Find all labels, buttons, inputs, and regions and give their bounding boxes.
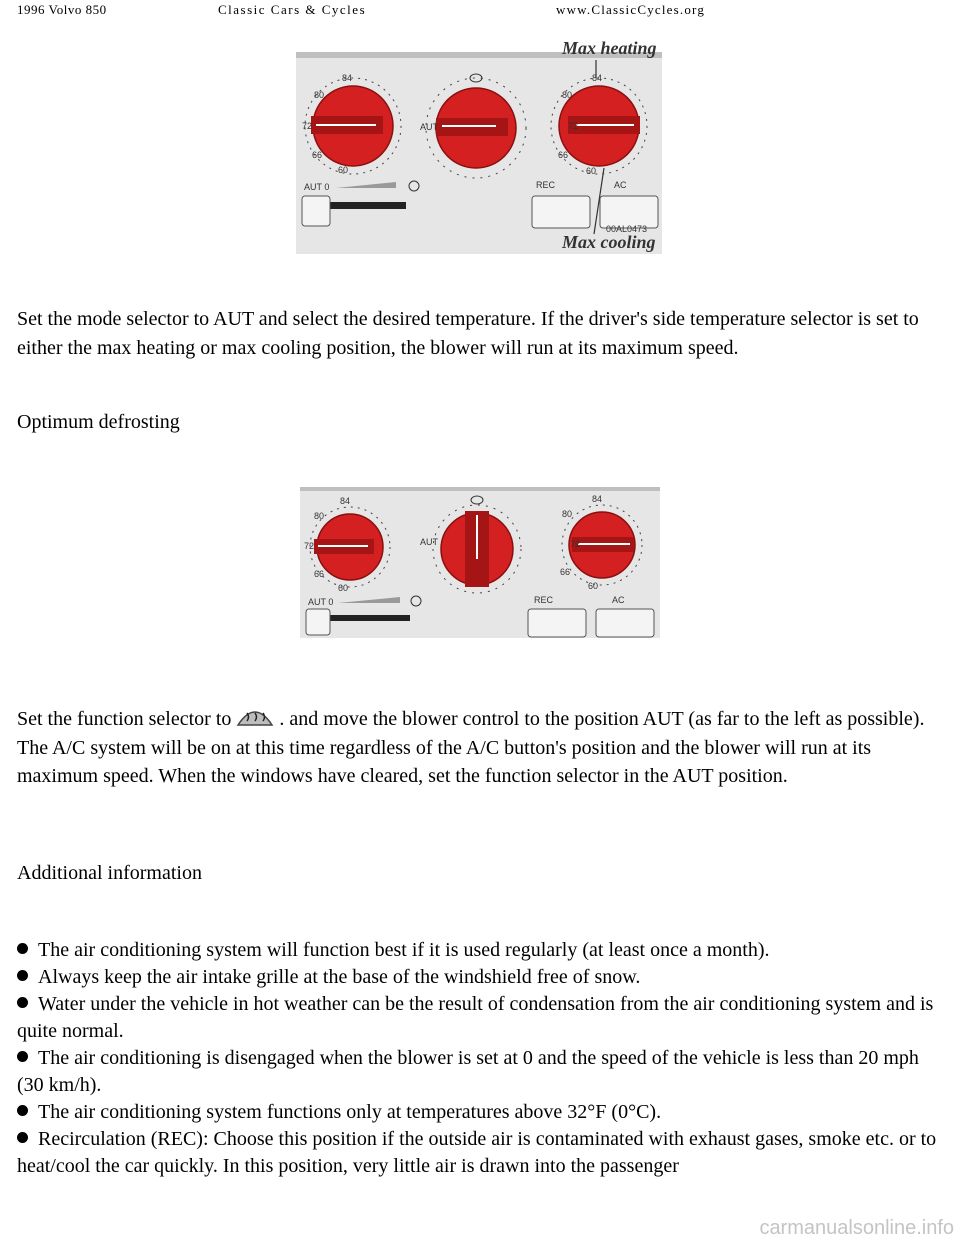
heading-optimum-defrosting: Optimum defrosting [17, 411, 180, 433]
rec-label: REC [536, 180, 556, 190]
tick-label: 84 [340, 496, 351, 506]
ac-label: AC [614, 180, 627, 190]
tick-label: 60 [588, 581, 599, 591]
header-left: 1996 Volvo 850 [17, 2, 107, 17]
tick-label: 66 [560, 567, 571, 577]
additional-info-list [17, 937, 942, 1180]
paragraph-text-after-icon: . and move the blower control to the position AUT (as far to the left as possible). The A/C system will be on at this time regardless of the A/C button's position and the blower will run at its maximum speed. When the windows have cleared, set the function selector in the AUT position. [17, 708, 925, 787]
tick-label: 80 [314, 90, 325, 100]
list-item: The air conditioning system functions only at temperatures above 32°F (0°C). [17, 1099, 942, 1126]
tick-label: 80 [562, 509, 573, 519]
tick-label: 84 [342, 73, 353, 83]
blower-slider-knob [302, 196, 330, 226]
watermark: carmanualsonline.info [759, 1217, 954, 1239]
paragraph-text-before-icon: Set the function selector to [17, 708, 232, 730]
bullet-icon [17, 970, 28, 981]
part-code: 00AL0473 [606, 224, 648, 234]
header-center: Classic Cars & Cycles [218, 2, 367, 17]
rec-button [532, 196, 590, 228]
blower-slider-knob [306, 609, 330, 635]
climate-panel-figure-1 [296, 38, 666, 256]
blower-aut-label: AUT 0 [308, 597, 334, 607]
tick-label: 80 [562, 90, 573, 100]
max-heating-label: Max heating [562, 38, 657, 58]
bullet-icon [17, 943, 28, 954]
tick-label: 72 [568, 121, 579, 131]
tick-label: 72 [302, 121, 313, 131]
tick-label: 60 [586, 166, 597, 176]
max-cooling-label: Max cooling [562, 232, 656, 252]
ac-label: AC [612, 595, 625, 605]
list-item: Water under the vehicle in hot weather can be the result of condensation from the air conditioning system and is quite normal. [17, 993, 934, 1042]
tick-label: 72 [570, 539, 581, 549]
tick-label: 72 [304, 541, 315, 551]
tick-label: 84 [592, 73, 603, 83]
climate-panel-figure-2 [300, 487, 662, 640]
header-right: www.ClassicCycles.org [556, 2, 706, 17]
tick-label: 66 [314, 569, 325, 579]
list-item: Always keep the air intake grille at the base of the windshield free of snow. [17, 964, 942, 991]
bullet-icon [17, 1051, 28, 1062]
windshield-defrost-icon [235, 705, 275, 731]
paragraph-defrost-instructions [17, 705, 942, 791]
aut-label: AUT [420, 122, 438, 132]
aut-label: AUT [420, 537, 438, 547]
tick-label: 66 [312, 150, 323, 160]
tick-label: 66 [558, 150, 569, 160]
tick-label: 60 [338, 583, 349, 593]
tick-label: 80 [314, 511, 325, 521]
blower-aut-label: AUT 0 [304, 182, 330, 192]
rec-label: REC [534, 595, 554, 605]
list-item: The air conditioning system will function best if it is used regularly (at least once a month). [17, 937, 942, 964]
ac-button [596, 609, 654, 637]
bullet-icon [17, 997, 28, 1008]
list-item: Recirculation (REC): Choose this position if the outside air is contaminated with exhaust gases, smoke etc. or to heat/cool the car quickly. In this position, very little air is drawn into the passenger [17, 1128, 937, 1177]
list-item: The air conditioning is disengaged when the blower is set at 0 and the speed of the vehicle is less than 20 mph (30 km/h). [17, 1047, 919, 1096]
heading-additional-information: Additional information [17, 862, 202, 884]
tick-label: 84 [592, 494, 603, 504]
tick-label: 60 [338, 165, 349, 175]
rec-button [528, 609, 586, 637]
bullet-icon [17, 1105, 28, 1116]
bullet-icon [17, 1132, 28, 1143]
paragraph-aut-mode: Set the mode selector to AUT and select the desired temperature. If the driver's side temperature selector is set to either the max heating or max cooling position, the blower will run at its maximum speed. [17, 308, 919, 359]
